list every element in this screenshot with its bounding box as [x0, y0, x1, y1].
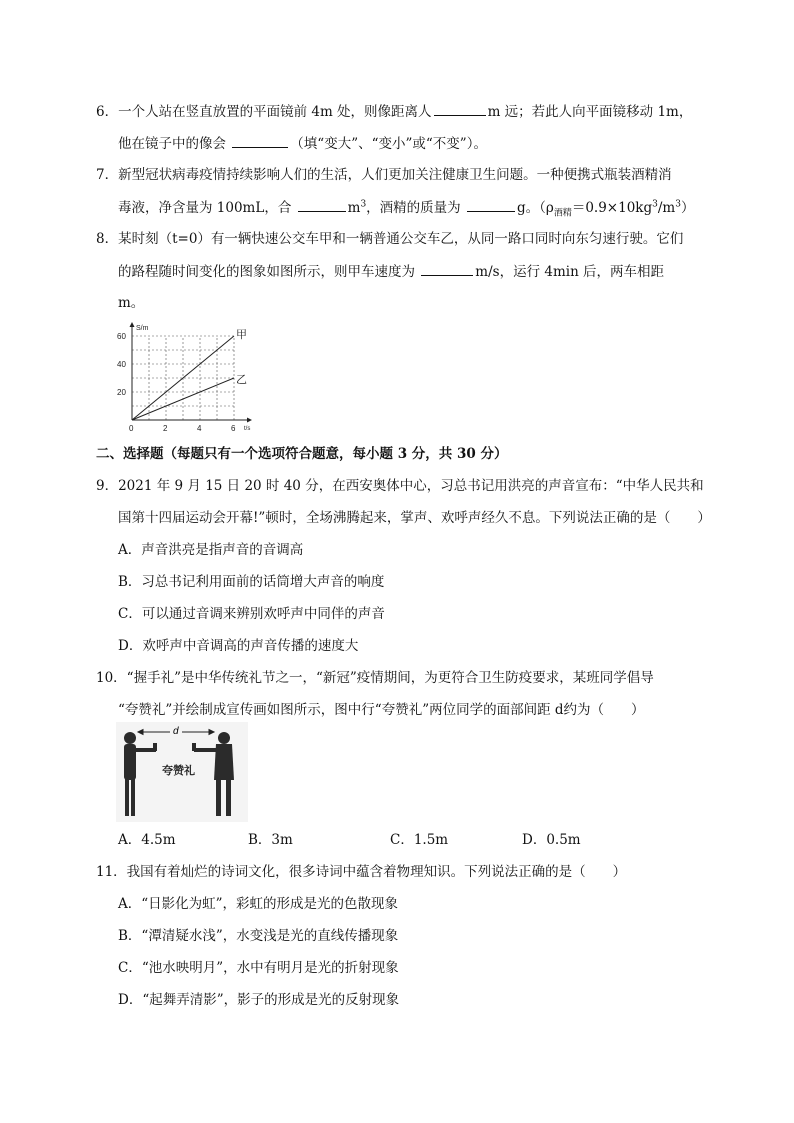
- q9-line2: 国第十四届运动会开幕!”顿时，全场沸腾起来，掌声、欢呼声经久不息。下列说法正确的是（ ）: [118, 510, 711, 526]
- series-line-2: [132, 378, 234, 420]
- q11-option-b[interactable]: B．“潭清疑水浅”，水变浅是光的直线传播现象: [118, 928, 399, 944]
- q10-option-b[interactable]: B．3m: [248, 832, 293, 848]
- q6-line2: 他在镜子中的像会 （填“变大”、“变小”或“不变”）。: [118, 133, 487, 154]
- q7-line2: 毒液，净含量为 100mL，合 $m^3$，酒精的质量为 g。$(\rho_{酒精}=0.9\times 10kg^3/m^3)$: [118, 197, 694, 218]
- y-tick-label: 20: [117, 388, 126, 397]
- q9-option-b[interactable]: B．习总书记利用面前的话筒增大声音的响度: [118, 574, 385, 590]
- series-label-1: 甲: [236, 329, 247, 341]
- q9-option-a[interactable]: A．声音洪亮是指声音的音调高: [118, 542, 304, 558]
- x-tick-label: 0: [129, 424, 134, 433]
- q9-line1: 9．2021 年 9 月 15 日 20 时 40 分，在西安奥体中心，习总书记用洪亮的声音宣布：“中华人民共和: [96, 478, 704, 494]
- q10-option-a[interactable]: A．4.5m: [118, 832, 176, 848]
- q10-line2: “夸赞礼”并绘制成宣传画如图所示，图中行“夸赞礼”两位同学的面部间距 d约为（ ）: [118, 702, 645, 718]
- q8-blank-1[interactable]: [421, 261, 473, 276]
- y-axis-label: S/m: [136, 325, 149, 332]
- q11-option-d[interactable]: D．“起舞弄清影”，影子的形成是光的反射现象: [118, 992, 400, 1008]
- y-tick-label: 60: [117, 332, 126, 341]
- q6-blank-2[interactable]: [232, 133, 288, 148]
- praise-gesture-figure: [116, 722, 248, 822]
- q9-option-c[interactable]: C．可以通过音调来辨别欢呼声中同伴的声音: [118, 606, 385, 622]
- y-tick-label: 40: [117, 360, 126, 369]
- q10-line1: 10．“握手礼”是中华传统礼节之一，“新冠”疫情期间，为更符合卫生防疫要求，某班同学倡导: [96, 670, 654, 686]
- q11-line1: 11．我国有着灿烂的诗词文化，很多诗词中蕴含着物理知识。下列说法正确的是（ ）: [96, 864, 627, 880]
- d-label: d: [173, 726, 179, 737]
- series-label-2: 乙: [236, 374, 247, 386]
- q8-line2: 的路程随时间变化的图象如图所示，则甲车速度为 m/s，运行 4min 后，两车相距: [118, 261, 664, 282]
- x-tick-label: 2: [163, 424, 168, 433]
- x-tick-label: 4: [197, 424, 202, 433]
- q8-line3: m。: [118, 295, 145, 311]
- x-axis-arrow: [247, 418, 252, 423]
- x-tick-label: 6: [231, 424, 236, 433]
- distance-time-chart: [112, 320, 262, 440]
- q10-option-d[interactable]: D．0.5m: [522, 832, 581, 848]
- q7-line1: 7．新型冠状病毒疫情持续影响人们的生活，人们更加关注健康卫生问题。一种便携式瓶装酒精消: [96, 167, 672, 183]
- q9-option-d[interactable]: D．欢呼声中音调高的声音传播的速度大: [118, 638, 359, 654]
- y-axis-arrow: [130, 322, 135, 327]
- q11-option-c[interactable]: C．“池水映明月”，水中有明月是光的折射现象: [118, 960, 399, 976]
- q6-blank-1[interactable]: [434, 101, 486, 116]
- q7-blank-1[interactable]: [298, 197, 346, 212]
- section-2-heading: 二、选择题（每题只有一个选项符合题意，每小题 3 分，共 30 分）: [96, 446, 508, 462]
- q11-option-a[interactable]: A．“日影化为虹”，彩虹的形成是光的色散现象: [118, 896, 399, 912]
- figure-caption: 夸赞礼: [162, 765, 195, 777]
- q7-blank-2[interactable]: [467, 197, 515, 212]
- x-axis-label: t/s: [244, 426, 251, 432]
- q8-line1: 8．某时刻（t=0）有一辆快速公交车甲和一辆普通公交车乙，从同一路口同时向东匀速行驶。它们: [96, 231, 684, 247]
- q6-line1: 6．一个人站在竖直放置的平面镜前 4m 处，则像距离人 m 远；若此人向平面镜移动 1m，: [96, 101, 692, 122]
- q10-option-c[interactable]: C．1.5m: [390, 832, 449, 848]
